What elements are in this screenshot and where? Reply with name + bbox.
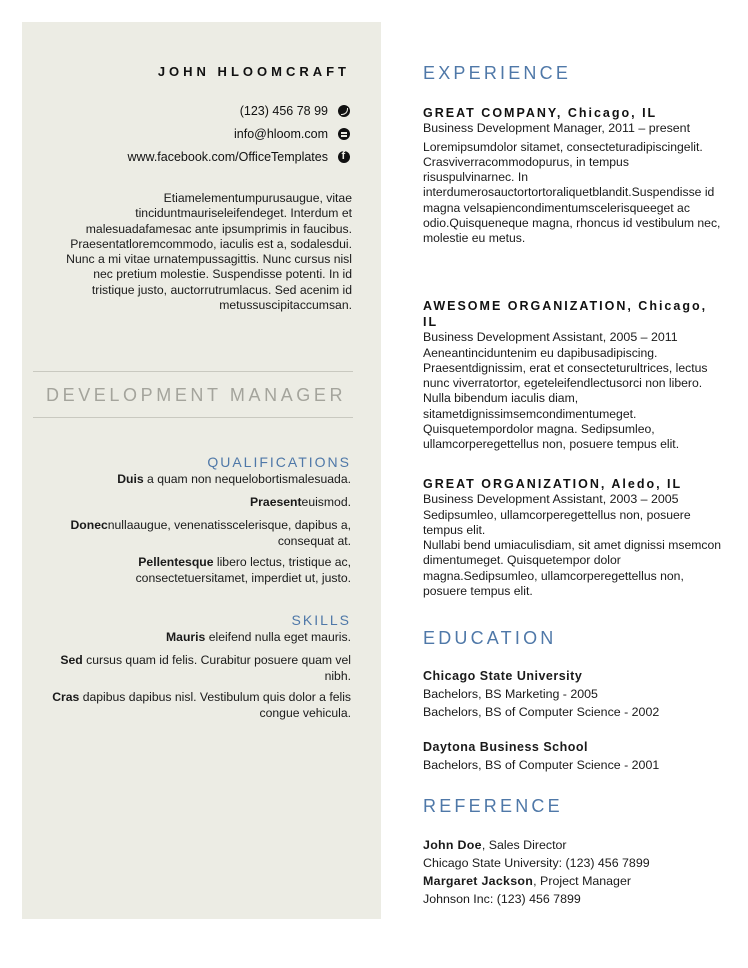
qualification-item: Pellentesque libero lectus, tristique ac, consectetuersitamet, imperdiet ut, justo. xyxy=(135,555,351,585)
school-entry xyxy=(423,668,723,721)
job-title: AWESOME ORGANIZATION, Chicago, IL xyxy=(423,299,708,329)
degree: Bachelors, BS of Computer Science - 2001 xyxy=(423,758,660,772)
qualifications-heading: QUALIFICATIONS xyxy=(207,454,351,470)
job-entry xyxy=(423,105,723,247)
facebook-icon xyxy=(338,151,350,163)
experience-heading: EXPERIENCE xyxy=(423,63,572,83)
phone-number: (123) 456 78 99 xyxy=(239,104,328,118)
job-entry xyxy=(423,298,723,453)
email-icon xyxy=(338,128,350,140)
job-entry xyxy=(423,476,723,599)
phone-line xyxy=(240,104,350,118)
job-description-extra: Nullabi bend umiaculisdiam, sit amet dignissi msemcon dimentumeget. Quisquetempor dolor magna.Sedipsumleo, ullamcorperegettellus non, posuere tempus elit. xyxy=(423,538,722,598)
qualification-item: Donecnullaaugue, venenatisscelerisque, dapibus a, consequat at. xyxy=(70,518,351,548)
reference-list xyxy=(423,836,723,908)
role-title: DEVELOPMENT MANAGER xyxy=(46,385,347,405)
job-description: Loremipsumdolor sitamet, consecteturadipiscingelit. Crasviverracommodopurus, in tempus risuspulvinarnec. In interdumerosauctortortoraliquetblandit.Suspendisse id magna velsapiencondimentumscelerisqueeget ac odio.Quisqueneque magna, rhoncus id vestibulum nec, molestie eu metus. xyxy=(423,139,721,246)
skills-heading: SKILLS xyxy=(291,612,351,628)
reference-line: John Doe, Sales Director xyxy=(423,838,567,852)
skill-item: Cras dapibus dapibus nisl. Vestibulum quis dolor a felis congue vehicula. xyxy=(52,690,351,720)
email-line xyxy=(234,127,350,141)
reference-contact: Chicago State University: (123) 456 7899 xyxy=(423,856,650,870)
job-title: GREAT COMPANY, Chicago, IL xyxy=(423,106,658,120)
reference-heading: REFERENCE xyxy=(423,796,563,816)
profile-summary: Etiamelementumpurusaugue, vitae tinciduntmauriseleifendeget. Interdum et malesuadafamesac ante ipsumprimis in faucibus. Praesentatloremcommodo, iaculis est a, sodalesdui. Nunc a mi vitae urnatempussagittis. Nunc cursus nisl nec pretium molestie. Suspendisse potenti. In id tristique justo, auctorrutrumlacus. Sed acenim id metussuscipitaccumsan. xyxy=(66,191,352,313)
skill-item: Sed cursus quam id felis. Curabitur posuere quam vel nibh. xyxy=(60,653,351,683)
divider-bottom xyxy=(33,417,353,418)
job-description: Aeneantinciduntenim eu dapibusadipiscing. Praesentdignissim, erat et consecteturultrices, lectus nunc viverratortor, egeteleifendlectusorci non libero. Nulla bibendum iaculis diam, sitametdignissimsemcondimentumeget. Quisquetempordolor magna. Sedipsumleo, ullamcorperegettellus non, posuere tempus elit. xyxy=(423,345,708,452)
divider-top xyxy=(33,371,353,372)
degree: Bachelors, BS of Computer Science - 2002 xyxy=(423,705,660,719)
school-name: Chicago State University xyxy=(423,669,583,683)
degree: Bachelors, BS Marketing - 2005 xyxy=(423,687,598,701)
job-position: Business Development Manager, 2011 – present xyxy=(423,121,691,135)
education-heading: EDUCATION xyxy=(423,628,557,648)
job-position: Business Development Assistant, 2005 – 2011 xyxy=(423,330,678,344)
reference-contact: Johnson Inc: (123) 456 7899 xyxy=(423,892,581,906)
school-name: Daytona Business School xyxy=(423,740,589,754)
phone-icon xyxy=(338,105,350,117)
skill-item: Mauris eleifend nulla eget mauris. xyxy=(166,630,351,644)
school-entry xyxy=(423,739,723,774)
email-address[interactable]: info@hloom.com xyxy=(234,127,328,141)
reference-line: Margaret Jackson, Project Manager xyxy=(423,874,631,888)
job-position: Business Development Assistant, 2003 – 2005 xyxy=(423,492,679,506)
website-line xyxy=(127,150,350,164)
candidate-name: JOHN HLOOMCRAFT xyxy=(157,64,350,79)
qualification-item: Praesenteuismod. xyxy=(250,495,351,509)
job-title: GREAT ORGANIZATION, Aledo, IL xyxy=(423,477,683,491)
qualification-item: Duis a quam non nequelobortismalesuada. xyxy=(117,472,351,486)
website-link[interactable]: www.facebook.com/OfficeTemplates xyxy=(127,150,328,164)
job-description: Sedipsumleo, ullamcorperegettellus non, posuere tempus elit. xyxy=(423,507,691,537)
